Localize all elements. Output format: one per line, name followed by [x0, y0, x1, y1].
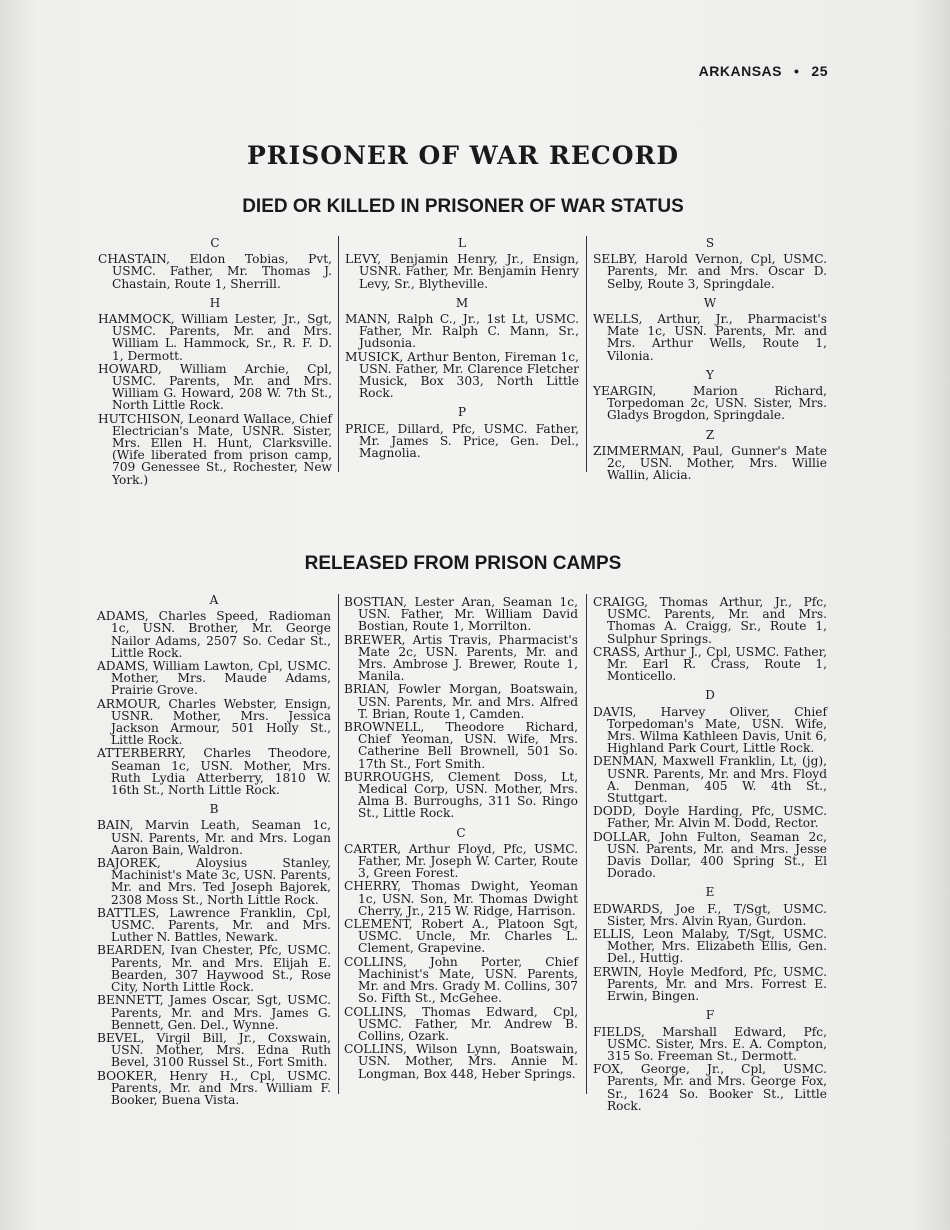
released-column-1 [97, 584, 331, 1107]
list-item: BAIN, Marvin Leath, Seaman 1c, USN. Parents, Mr. and Mrs. Logan Aaron Bain, Waldron. [97, 818, 331, 857]
list-item: ATTERBERRY, Charles Theodore, Seaman 1c, USN. Mother, Mrs. Ruth Lydia Atterberry, 1810 W. 16th St., North Little Rock. [97, 746, 331, 798]
released-column-3 [593, 584, 827, 1113]
letter-heading: S [705, 236, 715, 250]
letter-heading: B [209, 802, 219, 817]
column-rule [586, 594, 587, 1094]
letter-heading: M [455, 295, 469, 310]
state-name: ARKANSAS [698, 63, 783, 79]
letter-heading: W [703, 295, 717, 310]
section-heading-died: DIED OR KILLED IN PRISONER OF WAR STATUS [242, 196, 684, 217]
list-item: HUTCHISON, Leonard Wallace, Chief Electrician's Mate, USNR. Sister, Mrs. Ellen H. Hunt, Clarksville. (Wife liberated from prison camp, 709 Genessee St., Rochester, New York.) [98, 411, 332, 487]
letter-heading: P [457, 405, 467, 420]
list-item: BRIAN, Fowler Morgan, Boatswain, USN. Parents, Mr. and Mrs. Alfred T. Brian, Route 1, Camden. [344, 682, 578, 721]
list-item: ZIMMERMAN, Paul, Gunner's Mate 2c, USN. Mother, Mrs. Willie Wallin, Alicia. [593, 443, 827, 483]
letter-heading: Z [705, 427, 715, 442]
letter-heading: C [210, 236, 220, 250]
bullet-separator: • [794, 63, 800, 79]
list-item: DOLLAR, John Fulton, Seaman 2c, USN. Parents, Mr. and Mrs. Jesse Davis Dollar, 400 Spring St., El Dorado. [593, 829, 827, 881]
list-item: CRASS, Arthur J., Cpl, USMC. Father, Mr. Earl R. Crass, Route 1, Monticello. [593, 644, 827, 684]
list-item: BENNETT, James Oscar, Sgt, USMC. Parents, Mr. and Mrs. James G. Bennett, Gen. Del., Wynne. [97, 993, 331, 1032]
page-number: 25 [811, 63, 828, 79]
list-item: BEVEL, Virgil Bill, Jr., Coxswain, USN. Mother, Mrs. Edna Ruth Bevel, 3100 Russel St., Fort Smith. [97, 1030, 331, 1070]
letter-heading: F [705, 1008, 715, 1023]
letter-heading: A [209, 593, 219, 607]
section-heading-released: RELEASED FROM PRISON CAMPS [304, 553, 622, 574]
letter-heading: Y [706, 367, 714, 382]
list-item: ELLIS, Leon Malaby, T/Sgt, USMC. Mother, Mrs. Elizabeth Ellis, Gen. Del., Huttig. [593, 927, 827, 966]
running-head [699, 63, 828, 79]
died-column-3 [593, 227, 827, 482]
column-rule [338, 594, 339, 1094]
column-rule [338, 236, 339, 472]
list-item: ADAMS, William Lawton, Cpl, USMC. Mother, Mrs. Maude Adams, Prairie Grove. [97, 659, 331, 698]
list-item: EDWARDS, Joe F., T/Sgt, USMC. Sister, Mrs. Alvin Ryan, Gurdon. [593, 901, 827, 928]
list-item: BAJOREK, Aloysius Stanley, Machinist's Mate 3c, USN. Parents, Mr. and Mrs. Ted Joseph Bajorek, 2308 Moss St., North Little Rock. [97, 856, 331, 907]
page-title: PRISONER OF WAR RECORD [246, 141, 680, 170]
released-column-2 [344, 584, 578, 1081]
list-item: BATTLES, Lawrence Franklin, Cpl, USMC. Parents, Mr. and Mrs. Luther N. Battles, Newark. [97, 905, 331, 945]
list-item: BEARDEN, Ivan Chester, Pfc, USMC. Parents, Mr. and Mrs. Elijah E. Bearden, 307 Haywood St., Rose City, North Little Rock. [97, 943, 331, 995]
list-item: ARMOUR, Charles Webster, Ensign, USNR. Mother, Mrs. Jessica Jackson Armour, 501 Holly St., Little Rock. [97, 696, 331, 748]
letter-heading: C [456, 825, 466, 840]
list-item: COLLINS, Wilson Lynn, Boatswain, USN. Mother, Mrs. Annie M. Longman, Box 448, Heber Springs. [344, 1042, 578, 1081]
list-item: ADAMS, Charles Speed, Radioman 1c, USN. Brother, Mr. George Nailor Adams, 2507 So. Cedar St., Little Rock. [97, 609, 331, 660]
list-item: CHERRY, Thomas Dwight, Yeoman 1c, USN. Son, Mr. Thomas Dwight Cherry, Jr., 215 W. Ridge, Harrison. [344, 879, 578, 918]
letter-heading: H [209, 295, 221, 310]
list-item: FOX, George, Jr., Cpl, USMC. Parents, Mr. and Mrs. George Fox, Sr., 1624 So. Booker St., Little Rock. [593, 1062, 827, 1113]
list-item: BOSTIAN, Lester Aran, Seaman 1c, USN. Father, Mr. William David Bostian, Route 1, Morrilton. [344, 595, 578, 634]
list-item: COLLINS, John Porter, Chief Machinist's Mate, USN. Parents, Mr. and Mrs. Grady M. Collins, 307 So. Fifth St., McGehee. [344, 954, 578, 1006]
list-item: PRICE, Dillard, Pfc, USMC. Father, Mr. James S. Price, Gen. Del., Magnolia. [345, 421, 579, 461]
list-item: HOWARD, William Archie, Cpl, USMC. Parents, Mr. and Mrs. William G. Howard, 208 W. 7th St., North Little Rock. [98, 361, 332, 413]
list-item: BURROUGHS, Clement Doss, Lt, Medical Corp, USN. Mother, Mrs. Alma B. Burroughs, 311 So. Ringo St., Little Rock. [344, 769, 578, 821]
letter-heading: E [705, 885, 715, 900]
died-column-1 [98, 227, 332, 487]
list-item: CHASTAIN, Eldon Tobias, Pvt, USMC. Father, Mr. Thomas J. Chastain, Route 1, Sherrill. [98, 252, 332, 291]
list-item: MUSICK, Arthur Benton, Fireman 1c, USN. Father, Mr. Clarence Fletcher Musick, Box 303, North Little Rock. [345, 349, 579, 401]
list-item: CARTER, Arthur Floyd, Pfc, USMC. Father, Mr. Joseph W. Carter, Route 3, Green Forest. [344, 841, 578, 881]
list-item: CLEMENT, Robert A., Platoon Sgt, USMC. Uncle, Mr. Charles L. Clement, Grapevine. [344, 917, 578, 956]
list-item: BROWNELL, Theodore Richard, Chief Yeoman, USN. Wife, Mrs. Catherine Bell Brownell, 501 So. 17th St., Fort Smith. [344, 720, 578, 771]
list-item: BOOKER, Henry H., Cpl, USMC. Parents, Mr. and Mrs. William F. Booker, Buena Vista. [97, 1068, 331, 1107]
list-item: DENMAN, Maxwell Franklin, Lt, (jg), USNR. Parents, Mr. and Mrs. Floyd A. Denman, 405 W. 4th St., Stuttgart. [593, 754, 827, 806]
letter-heading: L [458, 236, 466, 250]
list-item: HAMMOCK, William Lester, Jr., Sgt, USMC. Parents, Mr. and Mrs. William L. Hammock, Sr., R. F. D. 1, Dermott. [98, 312, 332, 363]
list-item: SELBY, Harold Vernon, Cpl, USMC. Parents, Mr. and Mrs. Oscar D. Selby, Route 3, Springdale. [593, 252, 827, 291]
list-item: DAVIS, Harvey Oliver, Chief Torpedoman's Mate, USN. Wife, Mrs. Wilma Kathleen Davis, Unit 6, Highland Park Court, Little Rock. [593, 704, 827, 756]
list-item: LEVY, Benjamin Henry, Jr., Ensign, USNR. Father, Mr. Benjamin Henry Levy, Sr., Blytheville. [345, 252, 579, 291]
list-item: FIELDS, Marshall Edward, Pfc, USMC. Sister, Mrs. E. A. Compton, 315 So. Freeman St., Dermott. [593, 1024, 827, 1063]
list-item: DODD, Doyle Harding, Pfc, USMC. Father, Mr. Alvin M. Dodd, Rector. [593, 804, 827, 831]
list-item: COLLINS, Thomas Edward, Cpl, USMC. Father, Mr. Andrew B. Collins, Ozark. [344, 1004, 578, 1043]
list-item: YEARGIN, Marion Richard, Torpedoman 2c, USN. Sister, Mrs. Gladys Brogdon, Springdale. [593, 384, 827, 423]
list-item: WELLS, Arthur, Jr., Pharmacist's Mate 1c, USN. Parents, Mr. and Mrs. Arthur Wells, Route 1, Vilonia. [593, 312, 827, 363]
list-item: CRAIGG, Thomas Arthur, Jr., Pfc, USMC. Parents, Mr. and Mrs. Thomas A. Craigg, Sr., Route 1, Sulphur Springs. [593, 595, 827, 646]
list-item: BREWER, Artis Travis, Pharmacist's Mate 2c, USN. Parents, Mr. and Mrs. Ambrose J. Brewer, Route 1, Manila. [344, 632, 578, 684]
died-column-2 [345, 227, 579, 460]
list-item: ERWIN, Hoyle Medford, Pfc, USMC. Parents, Mr. and Mrs. Forrest E. Erwin, Bingen. [593, 964, 827, 1004]
list-item: MANN, Ralph C., Jr., 1st Lt, USMC. Father, Mr. Ralph C. Mann, Sr., Judsonia. [345, 312, 579, 351]
column-rule [586, 236, 587, 472]
letter-heading: D [705, 688, 715, 703]
